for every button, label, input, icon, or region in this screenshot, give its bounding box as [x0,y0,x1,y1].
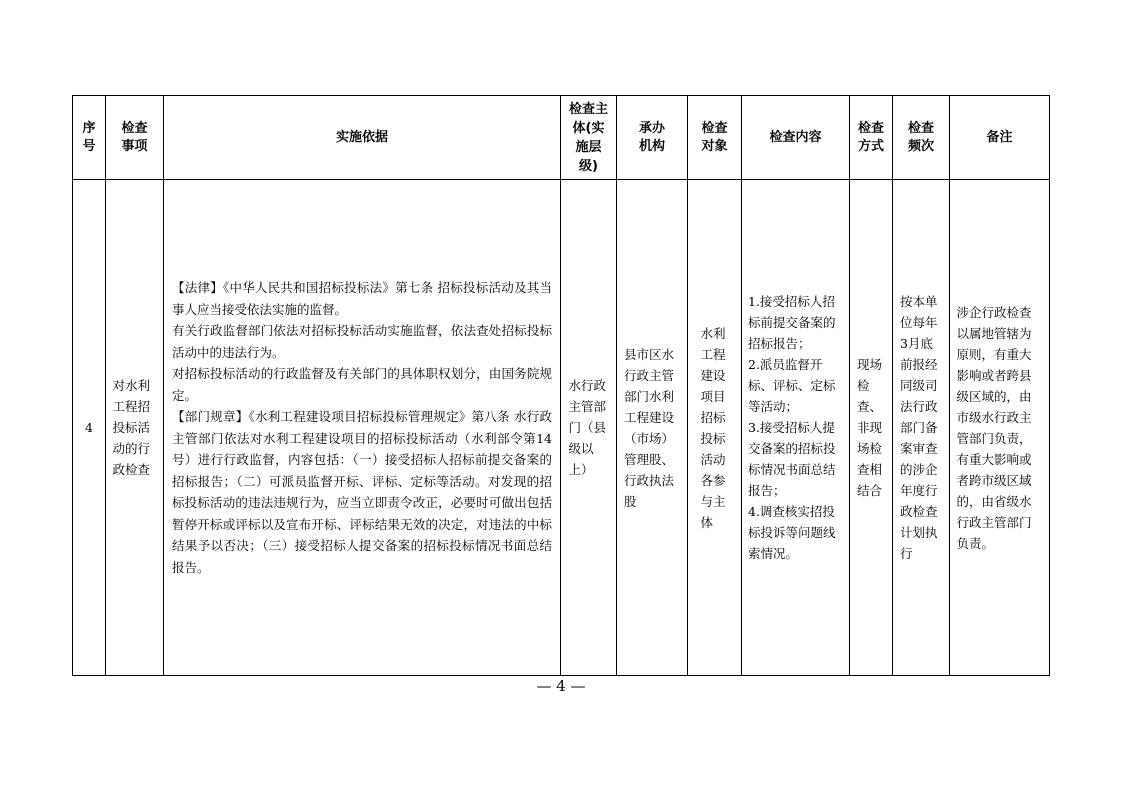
cell-remark: 涉企行政检查以属地管辖为原则，有重大影响或者跨县级区域的，由市级水行政主管部门负责，有重大影响或者跨市级区域的，由省级水行政主管部门负责。 [950,180,1050,676]
header-basis: 实施依据 [164,96,561,180]
basis-paragraph: 【法律】《中华人民共和国招标投标法》第七条 招标投标活动及其当事人应当接受依法实施的监督。 [172,280,552,317]
table-row [73,180,1050,676]
content-item: 4.调查核实招投标投诉等问题线索情况。 [748,504,836,561]
content-item: 2.派员监督开标、评标、定标等活动； [748,357,836,414]
header-content: 检查内容 [742,96,850,180]
basis-paragraph: 对招标投标活动的行政监督及有关部门的具体职权划分，由国务院规定。 [172,366,552,403]
header-row [73,96,1050,180]
cell-target: 水利工程建设项目招标投标活动各参与主体 [688,180,742,676]
header-method: 检查方式 [850,96,893,180]
header-org: 承办机构 [617,96,688,180]
content-item: 3.接受招标人提交备案的招标投标情况书面总结报告； [748,420,836,498]
basis-paragraph: 有关行政监督部门依法对招标投标活动实施监督，依法查处招标投标活动中的违法行为。 [172,323,552,360]
header-frequency: 检查频次 [893,96,950,180]
header-seq: 序号 [73,96,106,180]
header-item: 检查事项 [106,96,164,180]
cell-org: 县市区水行政主管部门水利工程建设（市场）管理股、行政执法股 [617,180,688,676]
cell-seq: 4 [73,180,106,676]
page-number: — 4 — [536,677,586,695]
header-target: 检查对象 [688,96,742,180]
header-remark: 备注 [950,96,1050,180]
cell-basis [164,180,561,676]
cell-frequency: 按本单位每年3月底前报经同级司法行政部门备案审查的涉企年度行政检查计划执行 [893,180,950,676]
content-item: 1.接受招标人招标前提交备案的招标报告； [748,294,836,351]
header-subject: 检查主体(实施层级) [561,96,617,180]
cell-method: 现场检查、非现场检查相结合 [850,180,893,676]
inspection-table [72,95,1050,676]
cell-content [742,180,850,676]
cell-item: 对水利工程招投标活动的行政检查 [106,180,164,676]
cell-subject: 水行政主管部门（县级以上） [561,180,617,676]
basis-paragraph: 【部门规章】《水利工程建设项目招标投标管理规定》第八条 水行政主管部门依法对水利工程建设项目的招标投标活动（水利部令第14号）进行行政监督，内容包括：（一）接受招标人招标前提交备案的招标报告；（二）可派员监督开标、评标、定标等活动。对发现的招标投标活动的违法违规行为，应当立即责令改正，必要时可做出包括暂停开标或评标以及宣布开标、评标结果无效的决定，对违法的中标结果予以否决；（三）接受招标人提交备案的招标投标情况书面总结报告。 [172,409,552,575]
